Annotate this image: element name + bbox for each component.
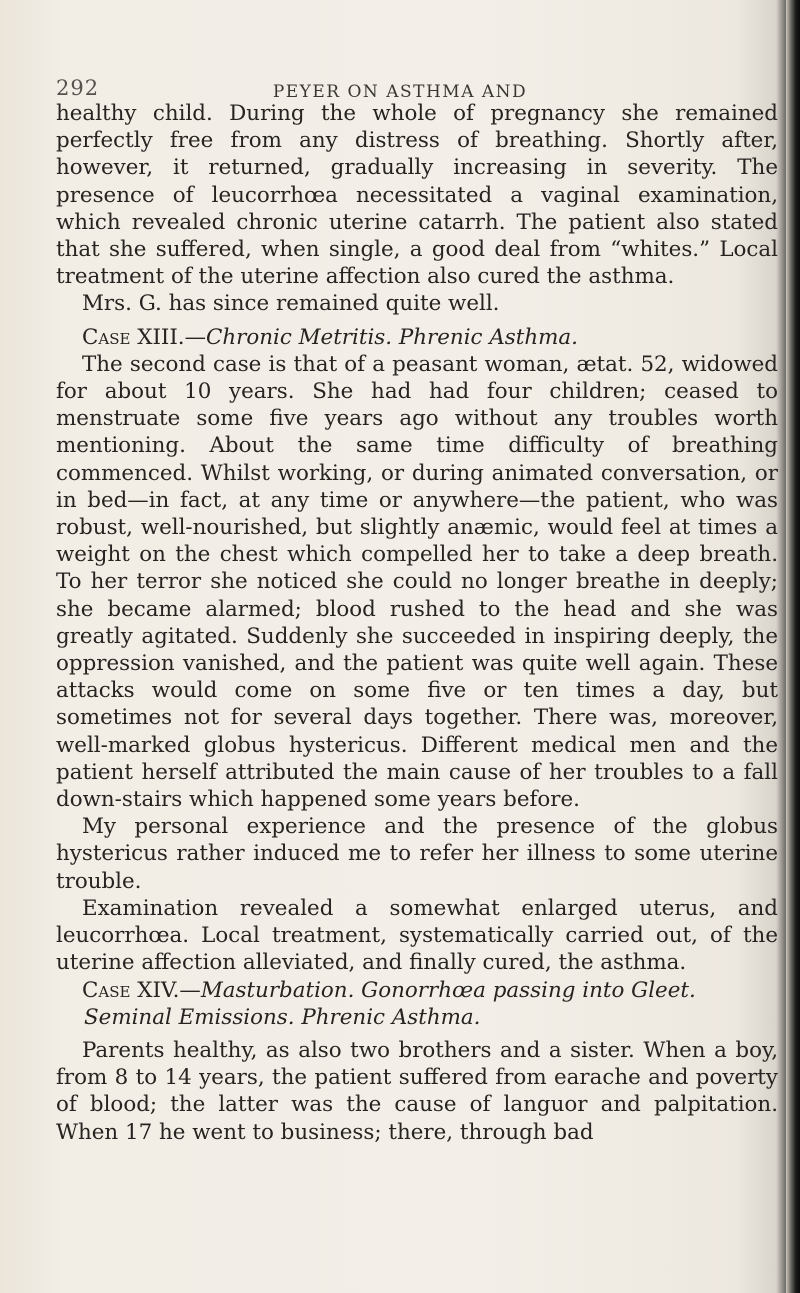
case-heading-xiii: Case XIII.—Chronic Metritis. Phrenic Asthma. [82, 324, 578, 350]
paragraph: Parents healthy, as also two brothers and a sister. When a boy, from 8 to 14 years, the patient suffered from earache and poverty of blood; the latter was the cause of languor and palpitation. When 17 he went to business; there, through bad [56, 1037, 778, 1145]
case-heading-xiv: Case XIV.—Masturbation. Gonorrhœa passing into Gleet. Seminal Emissions. Phrenic Asthma. [56, 977, 778, 1031]
body-text [56, 100, 778, 1146]
paragraph: My personal experience and the presence of the globus hystericus rather induced me to refer her illness to some uterine trouble. [56, 814, 778, 894]
page-edge-shadow [786, 0, 800, 1293]
paragraph: Mrs. G. has since remained quite well. [82, 291, 500, 317]
running-title: PEYER ON ASTHMA AND [272, 82, 528, 102]
page-number: 292 [56, 76, 100, 100]
case-title: Chronic Metritis. Phrenic Asthma. [206, 324, 578, 350]
paragraph: healthy child. During the whole of pregnancy she remained perfectly free from any distress of breathing. Shortly after, however, it returned, gradually increasing in severity. The presence of leucorrhœa necessitated a vaginal examination, which revealed chronic uterine catarrh. The patient also stated that she suffered, when single, a good deal from “whites.” Local treatment of the uterine affection also cured the asthma. [56, 101, 778, 290]
case-label: Case XIII. [82, 324, 185, 350]
paragraph: The second case is that of a peasant woman, ætat. 52, widowed for about 10 years. She had had four children; ceased to menstruate some five years ago without any troubles worth mentioning. About the same time difficulty of breathing commenced. Whilst working, or during animated conversation, or in bed—in fact, at any time or anywhere—the patient, who was robust, well-nourished, but slightly anæmic, would feel at times a weight on the chest which compelled her to take a deep breath. To her terror she noticed she could no longer breathe in deeply; she became alarmed; blood rushed to the head and she was greatly agitated. Suddenly she succeeded in inspiring deeply, the oppression vanished, and the patient was quite well again. These attacks would come on some five or ten times a day, but sometimes not for several days together. There was, moreover, well-marked globus hystericus. Different medical men and the patient herself attributed the main cause of her troubles to a fall down-stairs which happened some years before. [56, 351, 778, 813]
paragraph: Examination revealed a somewhat enlarged uterus, and leucorrhœa. Local treatment, systematically carried out, of the uterine affection alleviated, and finally cured, the asthma. [56, 895, 778, 976]
case-title-continued: Seminal Emissions. Phrenic Asthma. [84, 1004, 481, 1030]
case-title: Masturbation. Gonorrhœa passing into Gleet. [200, 977, 696, 1003]
case-label: Case XIV. [82, 977, 180, 1003]
